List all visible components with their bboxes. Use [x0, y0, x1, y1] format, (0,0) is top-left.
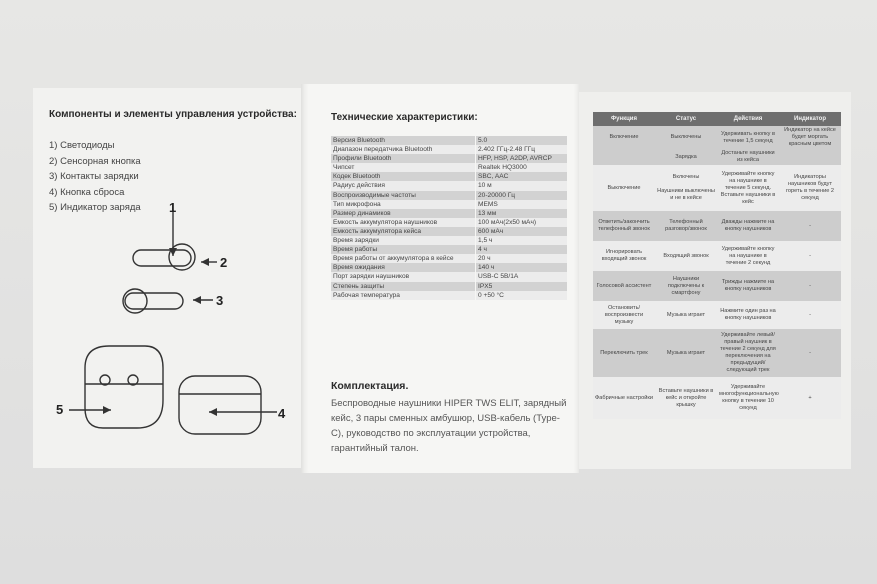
spec-name: Емкость аккумулятора наушников: [331, 218, 476, 227]
kit-heading: Комплектация.: [331, 380, 409, 392]
table-cell: Удерживайте левый/правый наушник в течение 2 секунд для переключения на предыдущий/следующий трек: [717, 329, 779, 377]
table-cell: Удерживайте многофункциональную кнопку в течение 10 секунд: [717, 377, 779, 419]
manual-page-components: [33, 88, 301, 468]
components-heading: Компоненты и элементы управления устройства:: [49, 109, 297, 120]
table-row: [331, 282, 567, 291]
table-row: [593, 271, 841, 301]
spec-value: 600 мАч: [476, 227, 568, 236]
table-cell: -: [779, 241, 841, 271]
table-cell: Музыка играет: [655, 301, 717, 329]
table-cell: Остановить/воспроизвести музыку: [593, 301, 655, 329]
table-row: [331, 172, 567, 181]
table-row: [593, 165, 841, 211]
list-item: 3) Контакты зарядки: [49, 171, 139, 182]
list-item: 4) Кнопка сброса: [49, 186, 125, 198]
spec-value: 5.0: [476, 136, 568, 145]
table-row: [593, 241, 841, 271]
spec-name: Порт зарядки наушников: [331, 272, 476, 281]
callout-2: 2: [220, 255, 228, 270]
list-item: 1) Светодиоды: [49, 140, 115, 151]
table-cell: Достаньте наушники из кейса: [717, 149, 779, 165]
table-cell: Переключить трек: [593, 329, 655, 377]
spec-value: 100 мАч(2x50 мАч): [476, 218, 568, 227]
table-row: [331, 236, 567, 245]
table-cell: Игнорировать входящий звонок: [593, 241, 655, 271]
spec-name: Кодек Bluetooth: [331, 172, 476, 181]
callout-5: 5: [56, 402, 64, 417]
table-row: [593, 329, 841, 377]
spec-value: 20-20000 Гц: [476, 191, 568, 200]
specs-heading: Технические характеристики:: [331, 112, 478, 123]
table-row: [593, 126, 841, 149]
table-row: [331, 291, 567, 300]
table-row: [331, 227, 567, 236]
table-cell: Дважды нажмите на кнопку наушников: [717, 211, 779, 241]
table-row: [331, 163, 567, 172]
spec-name: Размер динамиков: [331, 209, 476, 218]
spec-name: Радиус действия: [331, 181, 476, 190]
table-row: [331, 154, 567, 163]
kit-text: Беспроводные наушники HIPER TWS ELIT, зарядный кейс, 3 пары сменных амбушюр, USB-кабель (Type-C), руководство по эксплуатации устройства, гарантийный талон.: [331, 398, 567, 454]
spec-value: 2.402 ГГц-2.48 ГГц: [476, 145, 568, 154]
table-cell: [593, 149, 655, 165]
table-cell: Наушники подключены к смартфону: [655, 271, 717, 301]
table-cell: Включены Наушники выключены и не в кейсе: [655, 165, 717, 211]
spec-name: Воспроизводимые частоты: [331, 191, 476, 200]
table-cell: Голосовой ассистент: [593, 271, 655, 301]
spec-value: 10 м: [476, 181, 568, 190]
table-row: [331, 209, 567, 218]
spec-name: Время работы: [331, 245, 476, 254]
table-row: [593, 149, 841, 165]
table-cell: Телефонный разговор/звонок: [655, 211, 717, 241]
spec-name: Версия Bluetooth: [331, 136, 476, 145]
callout-4: 4: [278, 406, 286, 421]
spec-value: 0 +50 °С: [476, 291, 568, 300]
spec-name: Профили Bluetooth: [331, 154, 476, 163]
spec-value: 20 ч: [476, 254, 568, 263]
table-cell: Фабричные настройки: [593, 377, 655, 419]
spec-value: Realtek HQ3000: [476, 163, 568, 172]
table-cell: Входящий звонок: [655, 241, 717, 271]
spec-name: Тип микрофона: [331, 200, 476, 209]
table-row: [593, 377, 841, 419]
table-cell: Музыка играет: [655, 329, 717, 377]
manual-page-functions: [579, 92, 851, 469]
table-cell: Индикаторы наушников будут гореть в течение 2 секунд: [779, 165, 841, 211]
table-row: [331, 200, 567, 209]
table-cell: -: [779, 329, 841, 377]
table-cell: Нажмите один раз на кнопку наушников: [717, 301, 779, 329]
table-cell: -: [779, 271, 841, 301]
earbuds-diagram: [33, 88, 301, 468]
table-cell: Индикатор на кейсе будет моргать красным цветом: [779, 126, 841, 149]
spec-name: Диапазон передатчика Bluetooth: [331, 145, 476, 154]
table-cell: Вставьте наушники в кейс и откройте крышку: [655, 377, 717, 419]
column-header: Статус: [655, 112, 717, 126]
table-row: [331, 181, 567, 190]
table-cell: Удерживайте кнопку на наушнике в течение 5 секунд. Вставьте наушники в кейс: [717, 165, 779, 211]
column-header: Индикатор: [779, 112, 841, 126]
callout-1: 1: [169, 200, 177, 215]
list-item: 2) Сенсорная кнопка: [49, 155, 141, 167]
spec-value: 4 ч: [476, 245, 568, 254]
column-header: Действия: [717, 112, 779, 126]
table-cell: Удерживать кнопку в течение 1,5 секунд: [717, 126, 779, 149]
spec-name: Рабочая температура: [331, 291, 476, 300]
functions-table: [593, 112, 841, 419]
table-cell: -: [779, 301, 841, 329]
spec-name: Степень защиты: [331, 282, 476, 291]
table-row: [331, 245, 567, 254]
table-row: [331, 272, 567, 281]
spec-value: 13 мм: [476, 209, 568, 218]
spec-value: 1,5 ч: [476, 236, 568, 245]
table-cell: Выключение: [593, 165, 655, 211]
table-cell: Ответить/закончить телефонный звонок: [593, 211, 655, 241]
table-cell: Удерживайте кнопку на наушнике в течение 2 секунд: [717, 241, 779, 271]
spec-value: SBC, AAC: [476, 172, 568, 181]
table-row: [331, 254, 567, 263]
spec-value: 140 ч: [476, 263, 568, 272]
list-item: 5) Индикатор заряда: [49, 202, 141, 213]
table-row: [331, 263, 567, 272]
spec-name: Чипсет: [331, 163, 476, 172]
spec-name: Время работы от аккумулятора в кейсе: [331, 254, 476, 263]
spec-value: MEMS: [476, 200, 568, 209]
table-row: [331, 145, 567, 154]
table-cell: +: [779, 377, 841, 419]
table-cell: Трижды нажмите на кнопку наушников: [717, 271, 779, 301]
table-row: [593, 211, 841, 241]
table-row: [593, 301, 841, 329]
spec-name: Время ожидания: [331, 263, 476, 272]
spec-value: HFP, HSP, A2DP, AVRCP: [476, 154, 568, 163]
spec-value: USB-C 5В/1А: [476, 272, 568, 281]
callout-3: 3: [216, 293, 224, 308]
table-row: [331, 191, 567, 200]
spec-name: Емкость аккумулятора кейса: [331, 227, 476, 236]
table-row: [331, 218, 567, 227]
table-cell: -: [779, 211, 841, 241]
table-cell: Зарядка: [655, 149, 717, 165]
manual-page-specs: [301, 84, 579, 473]
table-cell: Выключены: [655, 126, 717, 149]
table-cell: [779, 149, 841, 165]
column-header: Функция: [593, 112, 655, 126]
spec-value: IPX5: [476, 282, 568, 291]
table-row: [331, 136, 567, 145]
table-cell: Включение: [593, 126, 655, 149]
spec-name: Время зарядки: [331, 236, 476, 245]
specs-table: [331, 136, 567, 300]
